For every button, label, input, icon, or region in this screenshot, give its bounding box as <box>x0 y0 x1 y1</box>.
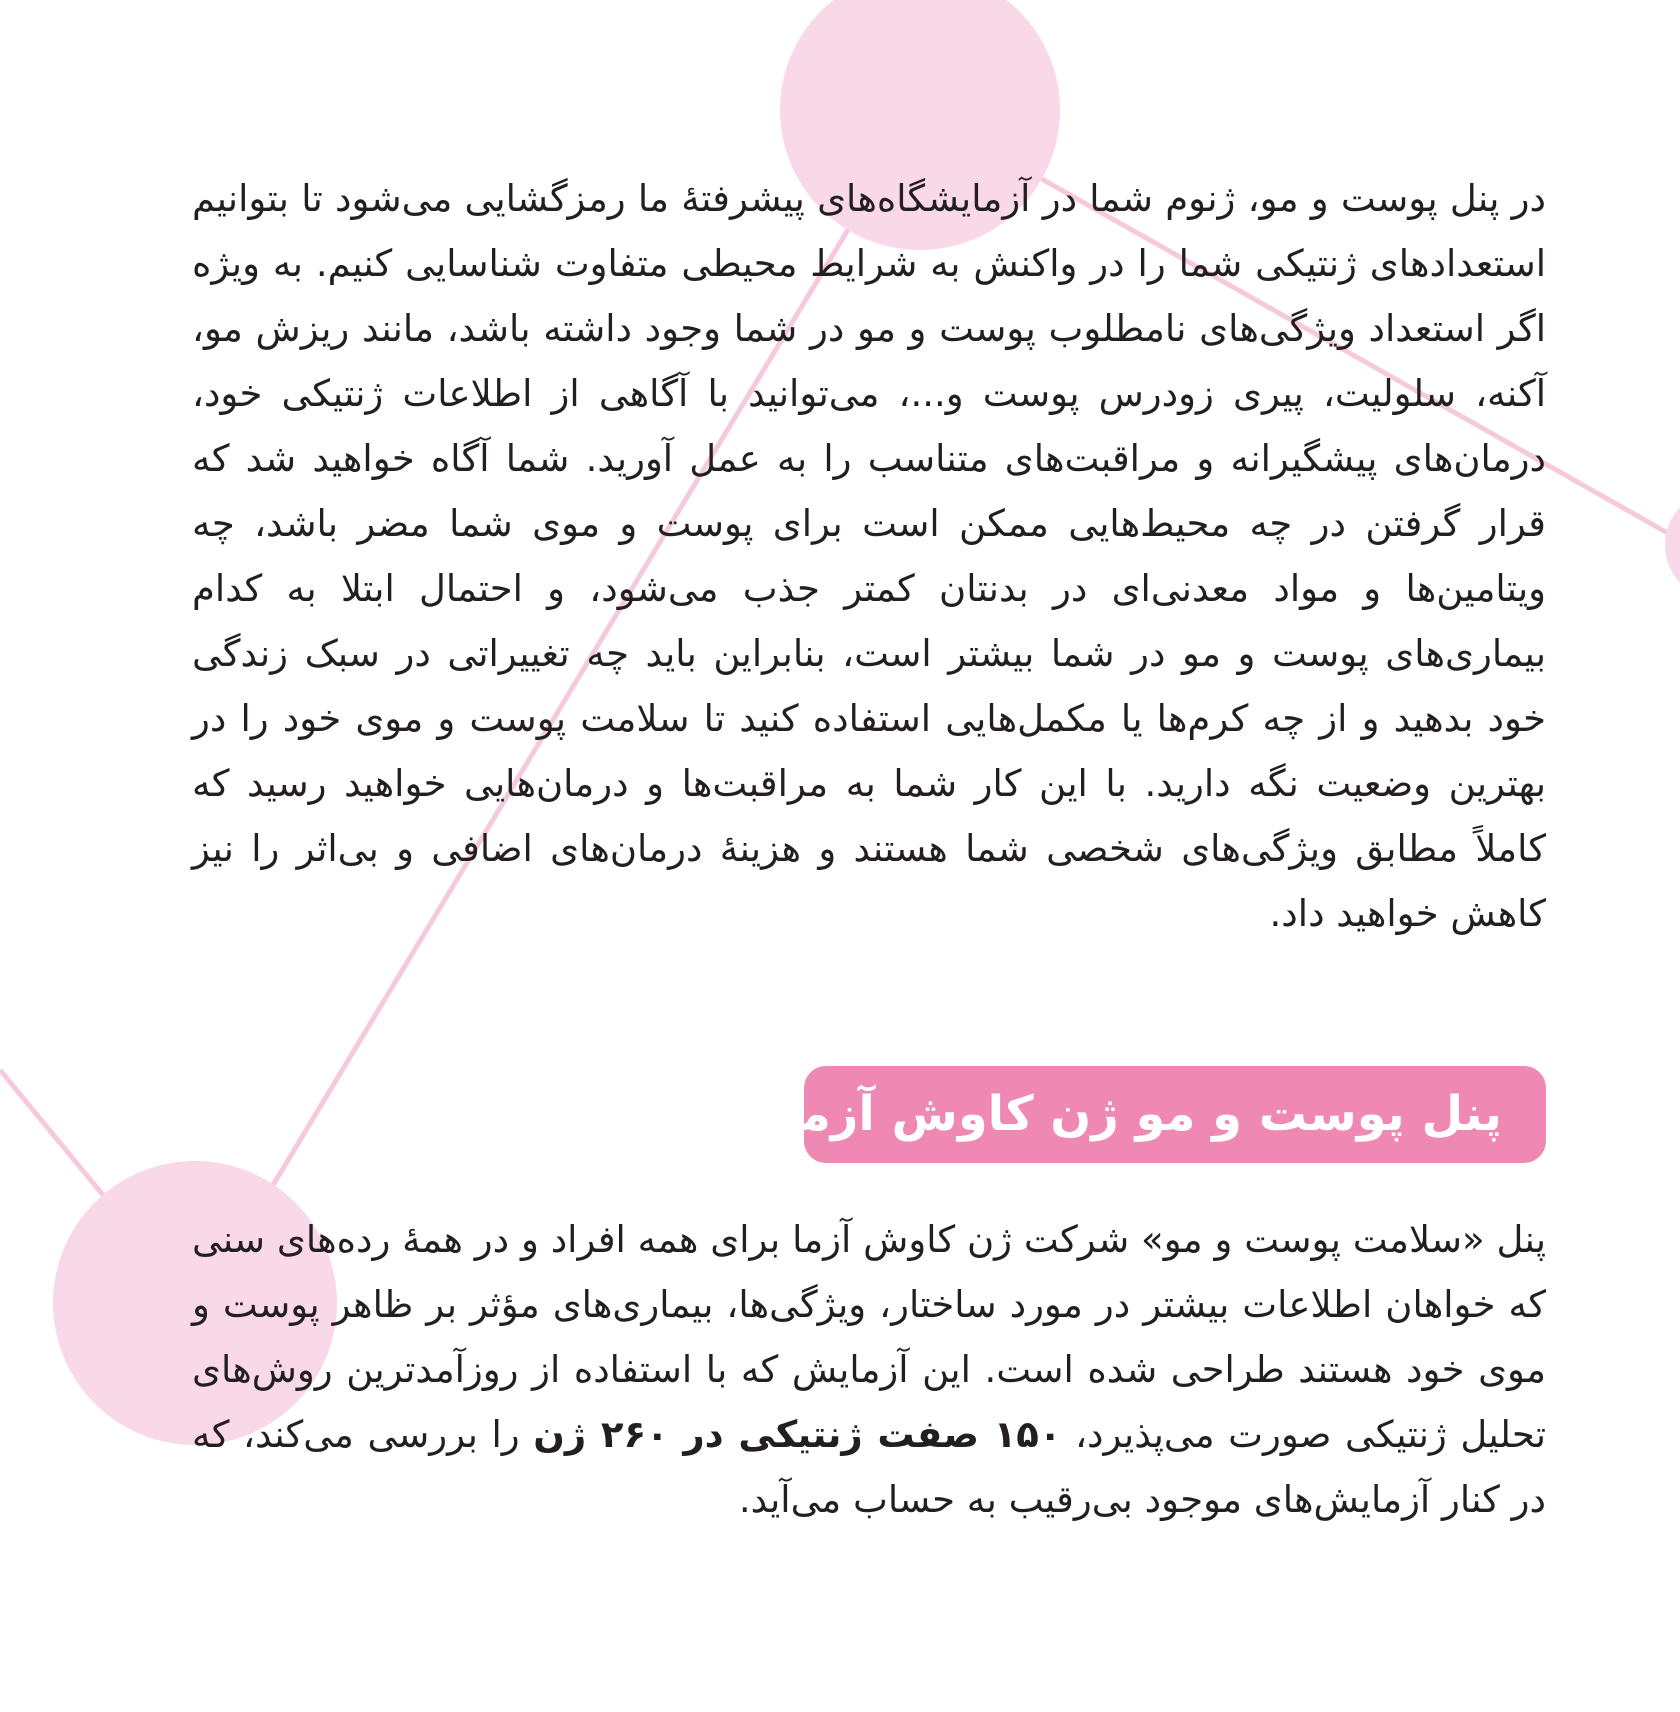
panel-description-paragraph <box>192 1207 1546 1532</box>
description-text: پنل «سلامت پوست و مو» شرکت ژن کاوش آزما برای همه افراد و در همۀ رده‌های سنی که خواهان اطلاعات بیشتر در مورد ساختار، ویژگی‌ها، بیماری‌های مؤثر بر ظاهر پوست و موی خود هستند طراحی شده است. این آزمایش که با استفاده از روزآمدترین روش‌های تحلیل ژنتیکی صورت می‌پذیرد، <box>192 1218 1546 1456</box>
section-title: پنل پوست و مو ژن کاوش آزما <box>783 1086 1502 1142</box>
description-text-end: را بررسی می‌کند، که در کنار آزمایش‌های موجود بی‌رقیب به حساب می‌آید. <box>192 1413 1546 1521</box>
intro-paragraph: در پنل پوست و مو، ژنوم شما در آزمایشگاه‌های پیشرفتۀ ما رمزگشایی می‌شود تا بتوانیم استعدادهای ژنتیکی شما را در واکنش به شرایط محیطی متفاوت شناسایی کنیم. به ویژه اگر استعداد ویژگی‌های نامطلوب پوست و مو در شما وجود داشته باشد، مانند ریزش مو، آکنه، سلولیت، پیری زودرس پوست و...، می‌توانید با آگاهی از اطلاعات ژنتیکی خود، درمان‌های پیشگیرانه و مراقبت‌های متناسب را به عمل آورید. شما آگاه خواهید شد که قرار گرفتن در چه محیط‌هایی ممکن است برای پوست و موی شما مضر باشد، چه ویتامین‌ها و مواد معدنی‌ای در بدنتان کمتر جذب می‌شود، و احتمال ابتلا به کدام بیماری‌های پوست و مو در شما بیشتر است، بنابراین باید چه تغییراتی در سبک زندگی خود بدهید و از چه کرم‌ها یا مکمل‌هایی استفاده کنید تا سلامت پوست و موی خود را در بهترین وضعیت نگه دارید. با این کار شما به مراقبت‌ها و درمان‌هایی خواهید رسید که کاملاً مطابق ویژگی‌های شخصی شما هستند و هزینۀ درمان‌های اضافی و بی‌اثر را نیز کاهش خواهید داد. <box>192 177 1546 935</box>
decor-circle <box>1665 490 1680 600</box>
section-heading-badge <box>783 1066 1546 1163</box>
highlight-trait-count: ۱۵۰ صفت ژنتیکی در ۲۶۰ ژن <box>533 1413 1062 1456</box>
